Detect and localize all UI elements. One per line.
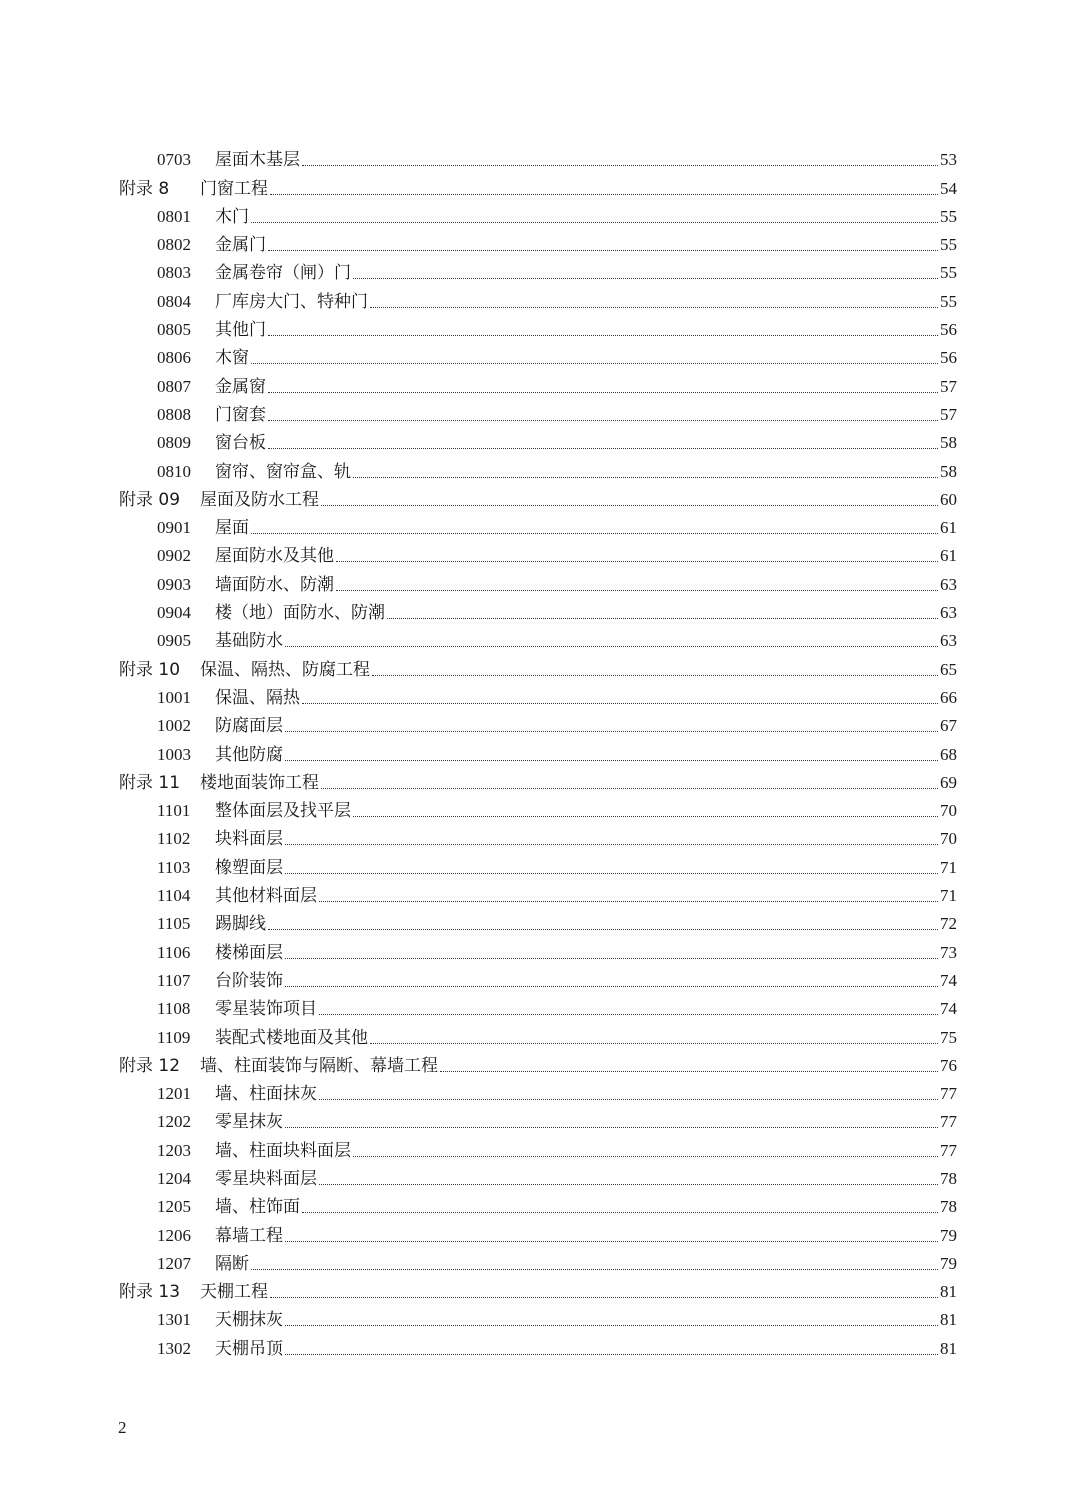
toc-entry-page: 74 [940, 970, 957, 990]
dot-leader [370, 307, 938, 308]
toc-entry-number: 附录 12 [119, 1055, 181, 1076]
toc-entry-number: 附录 09 [119, 489, 181, 510]
toc-entry-page: 60 [940, 489, 957, 509]
toc-item-row [119, 313, 957, 341]
toc-entry-number: 1203 [157, 1140, 191, 1160]
toc-section-row [119, 483, 957, 511]
toc-entry-title: 窗帘、窗帘盒、轨 [215, 461, 351, 482]
dot-leader [268, 250, 938, 251]
toc-item-row [119, 907, 957, 935]
toc-entry-title: 其他门 [215, 320, 266, 341]
dot-leader [285, 873, 938, 874]
toc-entry-title: 零星装饰项目 [215, 999, 317, 1020]
dot-leader [372, 675, 938, 676]
dot-leader [336, 590, 938, 591]
toc-item-row [119, 879, 957, 907]
toc-entry-number: 1105 [157, 914, 191, 934]
toc-item-row [119, 200, 957, 228]
toc-entry-page: 63 [940, 631, 957, 651]
toc-entry-number: 1302 [157, 1338, 191, 1358]
toc-entry-title: 其他材料面层 [215, 886, 317, 907]
toc-entry-page: 58 [940, 433, 957, 453]
toc-entry-title: 零星块料面层 [215, 1168, 317, 1189]
toc-entry-number: 0810 [157, 461, 191, 481]
toc-entry-number: 0805 [157, 320, 191, 340]
toc-item-row [119, 596, 957, 624]
toc-section-row [119, 652, 957, 680]
toc-entry-page: 72 [940, 914, 957, 934]
toc-entry-title: 零星抹灰 [215, 1112, 283, 1133]
toc-entry-title: 金属窗 [215, 376, 266, 397]
toc-entry-title: 天棚工程 [200, 1282, 268, 1303]
toc-entry-page: 57 [940, 376, 957, 396]
toc-entry-title: 墙面防水、防潮 [215, 574, 334, 595]
toc-entry-page: 79 [940, 1253, 957, 1273]
toc-entry-number: 1103 [157, 857, 191, 877]
toc-entry-page: 70 [940, 829, 957, 849]
toc-item-row [119, 1020, 957, 1048]
toc-entry-number: 1003 [157, 744, 191, 764]
toc-entry-number: 0804 [157, 291, 191, 311]
dot-leader [302, 703, 938, 704]
dot-leader [353, 278, 938, 279]
toc-entry-page: 75 [940, 1027, 957, 1047]
dot-leader [319, 1014, 938, 1015]
toc-entry-number: 0807 [157, 376, 191, 396]
toc-entry-title: 木门 [215, 206, 249, 227]
toc-entry-number: 0703 [157, 150, 191, 170]
toc-entry-number: 0905 [157, 631, 191, 651]
dot-leader [321, 788, 938, 789]
toc-item-row [119, 567, 957, 595]
dot-leader [319, 901, 938, 902]
toc-item-row [119, 822, 957, 850]
dot-leader [440, 1071, 938, 1072]
toc-item-row [119, 794, 957, 822]
toc-item-row [119, 737, 957, 765]
toc-item-row [119, 426, 957, 454]
toc-entry-page: 58 [940, 461, 957, 481]
toc-entry-number: 附录 13 [119, 1282, 181, 1303]
toc-item-row [119, 1303, 957, 1331]
toc-entry-number: 0904 [157, 603, 191, 623]
toc-entry-number: 1201 [157, 1084, 191, 1104]
toc-item-row [119, 341, 957, 369]
toc-entry-title: 楼梯面层 [215, 942, 283, 963]
toc-item-row [119, 511, 957, 539]
dot-leader [285, 760, 938, 761]
toc-entry-number: 1301 [157, 1310, 191, 1330]
toc-entry-number: 0808 [157, 404, 191, 424]
toc-entry-page: 74 [940, 999, 957, 1019]
toc-item-row [119, 398, 957, 426]
dot-leader [302, 165, 938, 166]
dot-leader [370, 1043, 938, 1044]
toc-entry-number: 0902 [157, 546, 191, 566]
toc-entry-number: 1101 [157, 801, 191, 821]
toc-entry-title: 天棚吊顶 [215, 1338, 283, 1359]
toc-entry-page: 81 [940, 1338, 957, 1358]
toc-entry-number: 1205 [157, 1197, 191, 1217]
toc-entry-page: 77 [940, 1084, 957, 1104]
dot-leader [319, 1184, 938, 1185]
toc-entry-page: 61 [940, 518, 957, 538]
toc-entry-title: 踢脚线 [215, 914, 266, 935]
toc-entry-title: 木窗 [215, 348, 249, 369]
toc-item-row [119, 454, 957, 482]
dot-leader [251, 533, 938, 534]
dot-leader [353, 477, 938, 478]
dot-leader [285, 1325, 938, 1326]
toc-item-row [119, 935, 957, 963]
toc-entry-page: 70 [940, 801, 957, 821]
toc-entry-number: 1106 [157, 942, 191, 962]
toc-item-row [119, 284, 957, 312]
dot-leader [251, 1269, 938, 1270]
toc-entry-title: 金属卷帘（闸）门 [215, 263, 351, 284]
dot-leader [268, 448, 938, 449]
toc-entry-number: 附录 10 [119, 659, 181, 680]
toc-entry-number: 附录 11 [119, 772, 181, 793]
dot-leader [285, 1241, 938, 1242]
dot-leader [336, 561, 938, 562]
toc-entry-page: 76 [940, 1055, 957, 1075]
toc-entry-title: 装配式楼地面及其他 [215, 1027, 368, 1048]
toc-entry-page: 55 [940, 206, 957, 226]
toc-entry-page: 63 [940, 603, 957, 623]
toc-entry-title: 屋面防水及其他 [215, 546, 334, 567]
toc-entry-title: 楼（地）面防水、防潮 [215, 603, 385, 624]
toc-entry-page: 56 [940, 348, 957, 368]
toc-entry-number: 1206 [157, 1225, 191, 1245]
toc-entry-number: 0809 [157, 433, 191, 453]
toc-item-row [119, 1077, 957, 1105]
toc-entry-title: 隔断 [215, 1253, 249, 1274]
toc-entry-title: 窗台板 [215, 433, 266, 454]
toc-entry-page: 77 [940, 1112, 957, 1132]
dot-leader [270, 1297, 938, 1298]
toc-entry-number: 1104 [157, 886, 191, 906]
toc-entry-page: 81 [940, 1282, 957, 1302]
toc-item-row [119, 1162, 957, 1190]
toc-entry-page: 54 [940, 178, 957, 198]
toc-entry-title: 块料面层 [215, 829, 283, 850]
toc-item-row [119, 1247, 957, 1275]
toc-entry-title: 墙、柱面抹灰 [215, 1084, 317, 1105]
toc-entry-page: 79 [940, 1225, 957, 1245]
toc-entry-page: 78 [940, 1197, 957, 1217]
toc-entry-page: 56 [940, 320, 957, 340]
dot-leader [285, 986, 938, 987]
dot-leader [321, 505, 938, 506]
toc-entry-number: 0903 [157, 574, 191, 594]
dot-leader [251, 363, 938, 364]
toc-entry-title: 楼地面装饰工程 [200, 772, 319, 793]
toc-entry-page: 73 [940, 942, 957, 962]
toc-entry-page: 63 [940, 574, 957, 594]
toc-entry-page: 65 [940, 659, 957, 679]
dot-leader [302, 1212, 938, 1213]
toc-entry-page: 77 [940, 1140, 957, 1160]
dot-leader [285, 1354, 938, 1355]
dot-leader [251, 222, 938, 223]
toc-item-row [119, 369, 957, 397]
toc-item-row [119, 1331, 957, 1359]
toc-entry-title: 屋面及防水工程 [200, 489, 319, 510]
toc-entry-title: 门窗套 [215, 404, 266, 425]
toc-item-row [119, 143, 957, 171]
toc-entry-number: 1108 [157, 999, 191, 1019]
dot-leader [387, 618, 938, 619]
dot-leader [285, 1127, 938, 1128]
table-of-contents [119, 143, 957, 1360]
toc-entry-number: 1001 [157, 687, 191, 707]
toc-entry-title: 门窗工程 [200, 178, 268, 199]
dot-leader [268, 392, 938, 393]
toc-item-row [119, 964, 957, 992]
toc-item-row [119, 256, 957, 284]
toc-item-row [119, 709, 957, 737]
toc-entry-title: 厂库房大门、特种门 [215, 291, 368, 312]
toc-entry-page: 66 [940, 687, 957, 707]
dot-leader [268, 929, 938, 930]
toc-item-row [119, 624, 957, 652]
toc-entry-number: 附录 8 [119, 178, 170, 199]
toc-entry-title: 屋面木基层 [215, 150, 300, 171]
dot-leader [353, 1156, 938, 1157]
toc-entry-page: 71 [940, 857, 957, 877]
toc-section-row [119, 1049, 957, 1077]
dot-leader [353, 816, 938, 817]
toc-entry-page: 55 [940, 235, 957, 255]
toc-section-row [119, 171, 957, 199]
toc-entry-page: 71 [940, 886, 957, 906]
toc-entry-page: 81 [940, 1310, 957, 1330]
toc-entry-number: 1204 [157, 1168, 191, 1188]
toc-item-row [119, 228, 957, 256]
toc-entry-title: 台阶装饰 [215, 970, 283, 991]
toc-entry-page: 61 [940, 546, 957, 566]
toc-item-row [119, 1133, 957, 1161]
toc-entry-page: 55 [940, 291, 957, 311]
dot-leader [319, 1099, 938, 1100]
toc-entry-number: 0803 [157, 263, 191, 283]
toc-entry-number: 1002 [157, 716, 191, 736]
toc-entry-title: 防腐面层 [215, 716, 283, 737]
toc-item-row [119, 539, 957, 567]
toc-entry-title: 天棚抹灰 [215, 1310, 283, 1331]
toc-section-row [119, 1275, 957, 1303]
toc-entry-page: 69 [940, 772, 957, 792]
page-number: 2 [118, 1418, 127, 1437]
dot-leader [285, 958, 938, 959]
toc-entry-title: 保温、隔热 [215, 687, 300, 708]
toc-entry-page: 55 [940, 263, 957, 283]
toc-entry-number: 1107 [157, 970, 191, 990]
toc-item-row [119, 1105, 957, 1133]
toc-entry-page: 53 [940, 150, 957, 170]
toc-entry-title: 墙、柱面块料面层 [215, 1140, 351, 1161]
toc-entry-number: 0801 [157, 206, 191, 226]
toc-entry-page: 67 [940, 716, 957, 736]
dot-leader [268, 335, 938, 336]
toc-entry-title: 金属门 [215, 235, 266, 256]
dot-leader [270, 194, 938, 195]
toc-entry-page: 68 [940, 744, 957, 764]
toc-entry-page: 78 [940, 1168, 957, 1188]
toc-item-row [119, 1190, 957, 1218]
toc-entry-title: 基础防水 [215, 631, 283, 652]
toc-entry-title: 墙、柱饰面 [215, 1197, 300, 1218]
toc-item-row [119, 1218, 957, 1246]
toc-entry-number: 1207 [157, 1253, 191, 1273]
toc-entry-title: 幕墙工程 [215, 1225, 283, 1246]
toc-entry-title: 橡塑面层 [215, 857, 283, 878]
toc-item-row [119, 850, 957, 878]
toc-entry-title: 屋面 [215, 518, 249, 539]
toc-entry-number: 1102 [157, 829, 191, 849]
toc-entry-page: 57 [940, 404, 957, 424]
toc-entry-title: 墙、柱面装饰与隔断、幕墙工程 [200, 1055, 438, 1076]
dot-leader [285, 646, 938, 647]
dot-leader [268, 420, 938, 421]
toc-entry-number: 0901 [157, 518, 191, 538]
toc-item-row [119, 992, 957, 1020]
dot-leader [285, 731, 938, 732]
toc-entry-title: 其他防腐 [215, 744, 283, 765]
dot-leader [285, 844, 938, 845]
toc-entry-number: 0802 [157, 235, 191, 255]
toc-entry-number: 1109 [157, 1027, 191, 1047]
toc-entry-number: 1202 [157, 1112, 191, 1132]
toc-entry-title: 整体面层及找平层 [215, 801, 351, 822]
toc-entry-title: 保温、隔热、防腐工程 [200, 659, 370, 680]
toc-item-row [119, 681, 957, 709]
toc-entry-number: 0806 [157, 348, 191, 368]
toc-section-row [119, 766, 957, 794]
